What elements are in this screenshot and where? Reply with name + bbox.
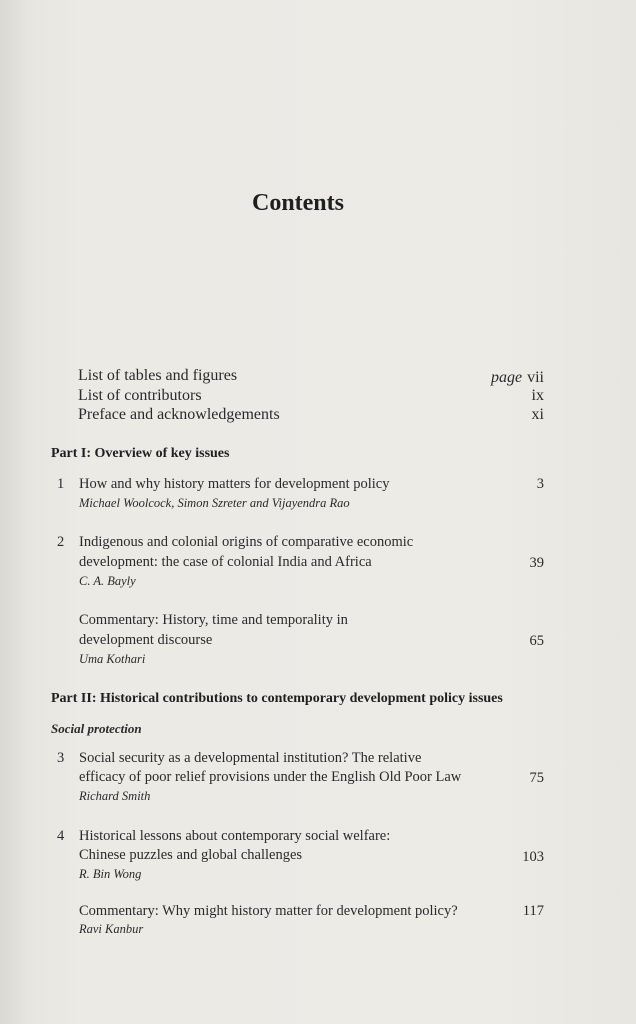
chapter-number: 3	[57, 750, 65, 766]
chapter-title: development: the case of colonial India and Africa	[79, 554, 372, 570]
page-title: Contents	[251, 190, 344, 216]
chapter-number: 1	[57, 476, 65, 492]
chapter-author: Richard Smith	[79, 789, 151, 803]
chapter-title: efficacy of poor relief provisions under the English Old Poor Law	[79, 769, 462, 785]
front-matter-page: xi	[531, 406, 544, 423]
chapter-title: Historical lessons about contemporary social welfare:	[79, 828, 391, 844]
chapter-title: Commentary: History, time and temporality in	[79, 612, 348, 628]
chapter-author: C. A. Bayly	[79, 574, 136, 588]
section-heading: Social protection	[51, 721, 142, 736]
chapter-author: Uma Kothari	[79, 652, 146, 666]
chapter-author: Michael Woolcock, Simon Szreter and Vijayendra Rao	[79, 496, 350, 510]
front-matter-page	[491, 369, 544, 387]
chapter-title: Chinese puzzles and global challenges	[79, 847, 303, 863]
chapter-title: Social security as a developmental institution? The relative	[79, 750, 422, 766]
part-heading: Part I: Overview of key issues	[51, 446, 230, 461]
page-number: 117	[522, 903, 544, 919]
chapter-title: How and why history matters for development policy	[79, 476, 390, 492]
chapter-number: 4	[57, 828, 65, 844]
chapter-author: R. Bin Wong	[79, 867, 142, 881]
front-matter-label: List of tables and figures	[78, 367, 238, 384]
page-number: vii	[527, 369, 544, 386]
page-prefix: page	[491, 369, 523, 386]
page-number: 65	[529, 633, 544, 649]
page-number: 39	[529, 555, 544, 571]
front-matter-label: Preface and acknowledgements	[78, 406, 280, 423]
chapter-title: Indigenous and colonial origins of comparative economic	[79, 534, 414, 550]
chapter-author: Ravi Kanbur	[79, 922, 144, 936]
chapter-number: 2	[57, 534, 65, 550]
chapter-title: Commentary: Why might history matter for development policy?	[79, 903, 458, 919]
page-number: 75	[529, 770, 544, 786]
page-number: 103	[522, 849, 544, 865]
page-number: 3	[536, 476, 544, 492]
chapter-title: development discourse	[79, 632, 213, 648]
part-heading: Part II: Historical contributions to contemporary development policy issues	[51, 691, 503, 706]
front-matter-page: ix	[531, 387, 544, 404]
front-matter-label: List of contributors	[78, 387, 202, 404]
